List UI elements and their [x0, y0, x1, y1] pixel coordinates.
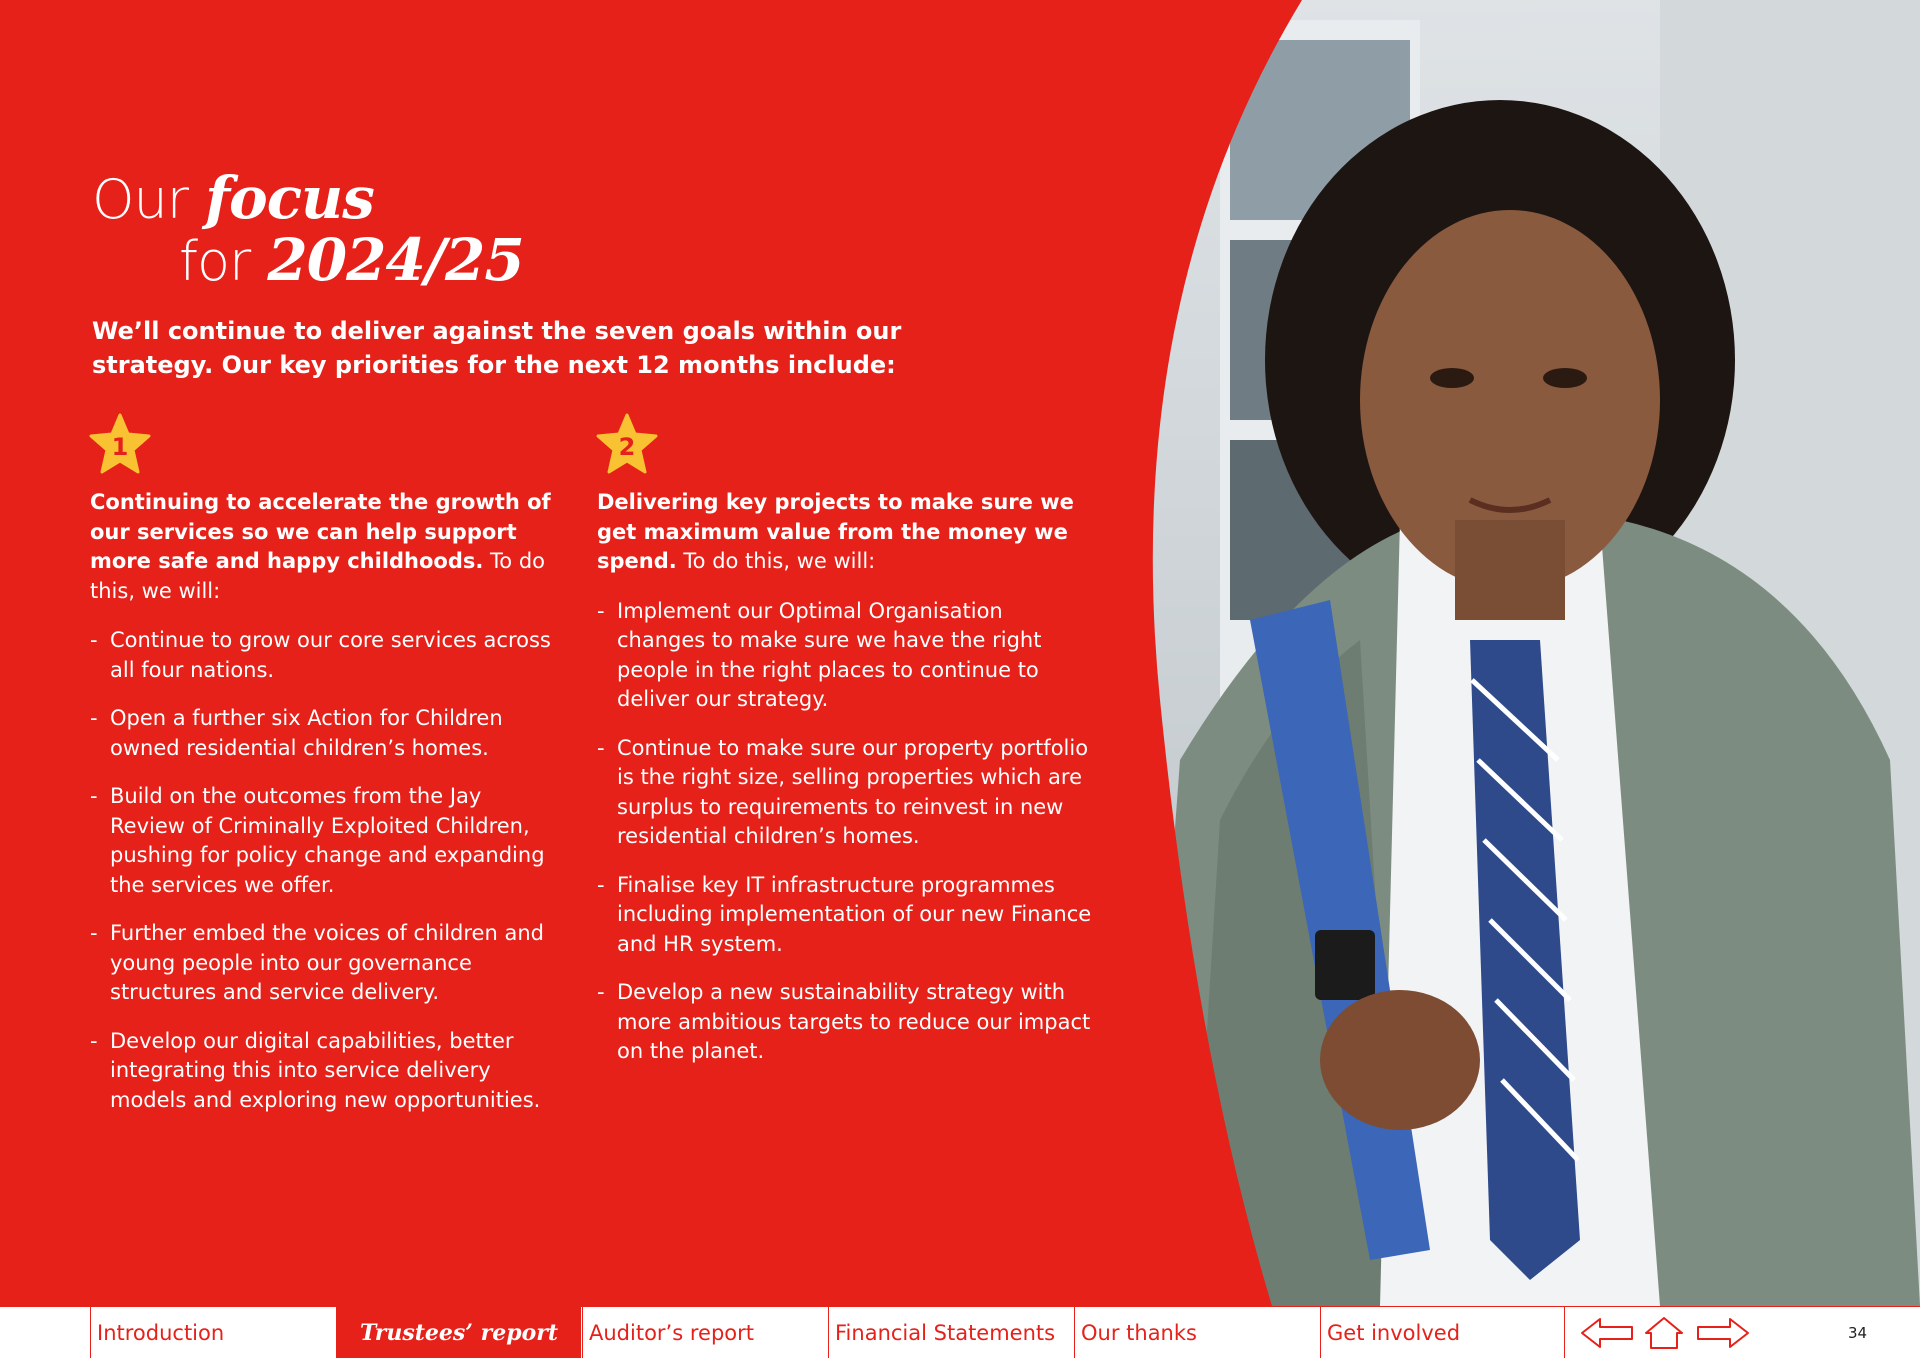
- list-item: - Develop our digital capabilities, better integrating this into service delivery models and exploring new opportunities.: [90, 1028, 541, 1112]
- badge-1-number: 1: [111, 433, 129, 461]
- list-item-text: Develop a new sustainability strategy with more ambitious targets to reduce our impact on the planet.: [617, 980, 1091, 1063]
- list-item: - Implement our Optimal Organisation changes to make sure we have the right people in the right places to continue to deliver our strategy.: [597, 598, 1042, 711]
- nav-tab-trustees-report[interactable]: Trustees’ report: [336, 1307, 581, 1358]
- priority-1-heading: [90, 488, 560, 606]
- list-item-text: Finalise key IT infrastructure programmes including implementation of our new Finance and HR system.: [617, 872, 1092, 956]
- home-icon[interactable]: [1646, 1318, 1682, 1348]
- list-item: - Continue to grow our core services across all four nations.: [90, 628, 551, 682]
- title-year: 2024/25: [267, 226, 524, 294]
- badge-2-number: 2: [618, 433, 636, 461]
- intro-text: We’ll continue to deliver against the seven goals within our strategy. Our key priorities for the next 12 months include:: [92, 317, 902, 379]
- list-item: - Build on the outcomes from the Jay Review of Criminally Exploited Children, pushing for policy change and expanding the services we offer.: [90, 784, 545, 897]
- nav-tab-auditors-report[interactable]: Auditor’s report: [582, 1307, 829, 1358]
- priority-2-heading-bold: Delivering key projects to make sure we get maximum value from the money we spend.: [597, 490, 1074, 573]
- nav-tab-get-involved[interactable]: Get involved: [1320, 1307, 1567, 1358]
- title-for: for: [179, 230, 251, 293]
- nav-tab-our-thanks[interactable]: Our thanks: [1074, 1307, 1321, 1358]
- list-item-text: Continue to grow our core services across all four nations.: [110, 628, 551, 682]
- list-item-text: Develop our digital capabilities, better integrating this into service delivery models and exploring new opportunities.: [110, 1028, 541, 1112]
- star-2-icon: [595, 412, 659, 476]
- arrow-left-icon[interactable]: [1582, 1319, 1632, 1347]
- priority-2-list: [597, 597, 1097, 1067]
- priority-1-heading-bold: Continuing to accelerate the growth of our services so we can help support more safe and happy childhoods.: [90, 490, 551, 573]
- priority-column-2: [597, 412, 1097, 1086]
- list-item: - Open a further six Action for Children owned residential children’s homes.: [90, 706, 503, 760]
- priority-2-heading-normal: To do this, we will:: [676, 549, 876, 573]
- list-item: - Finalise key IT infrastructure programmes including implementation of our new Finance and HR system.: [597, 872, 1092, 956]
- nav-divider: [1564, 1307, 1566, 1358]
- nav-arrow-group: [1580, 1315, 1750, 1351]
- page-number: 34: [1848, 1324, 1868, 1342]
- priority-2-heading: [597, 488, 1097, 577]
- page-title: [92, 164, 524, 294]
- star-1-icon: [88, 412, 152, 476]
- priority-1-list: [90, 626, 560, 1115]
- list-item: - Continue to make sure our property portfolio is the right size, selling properties which are surplus to requirements to reinvest in new residential children’s homes.: [597, 735, 1089, 848]
- list-item-text: Implement our Optimal Organisation changes to make sure we have the right people in the right places to continue to deliver our strategy.: [617, 598, 1042, 711]
- list-item-text: Further embed the voices of children and young people into our governance structures and service delivery.: [110, 921, 544, 1004]
- list-item: - Develop a new sustainability strategy with more ambitious targets to reduce our impact on the planet.: [597, 980, 1091, 1063]
- priority-column-1: [90, 412, 560, 1134]
- list-item-text: Build on the outcomes from the Jay Review of Criminally Exploited Children, pushing for policy change and expanding the services we offer.: [110, 784, 545, 897]
- title-our: Our: [92, 168, 188, 231]
- bottom-nav: [0, 1306, 1920, 1358]
- list-item-text: Continue to make sure our property portfolio is the right size, selling properties which are surplus to requirements to reinvest in new residential children’s homes.: [617, 735, 1089, 848]
- priority-1-heading-normal: To do this, we will:: [90, 549, 546, 603]
- list-item: - Further embed the voices of children and young people into our governance structures and service delivery.: [90, 921, 544, 1004]
- title-focus: focus: [205, 164, 374, 232]
- nav-tab-financial-statements[interactable]: Financial Statements: [828, 1307, 1075, 1358]
- nav-tab-introduction[interactable]: Introduction: [90, 1307, 337, 1358]
- list-item-text: Open a further six Action for Children owned residential children’s homes.: [110, 706, 503, 760]
- nav-arrows: [1580, 1315, 1750, 1355]
- arrow-right-icon[interactable]: [1698, 1319, 1748, 1347]
